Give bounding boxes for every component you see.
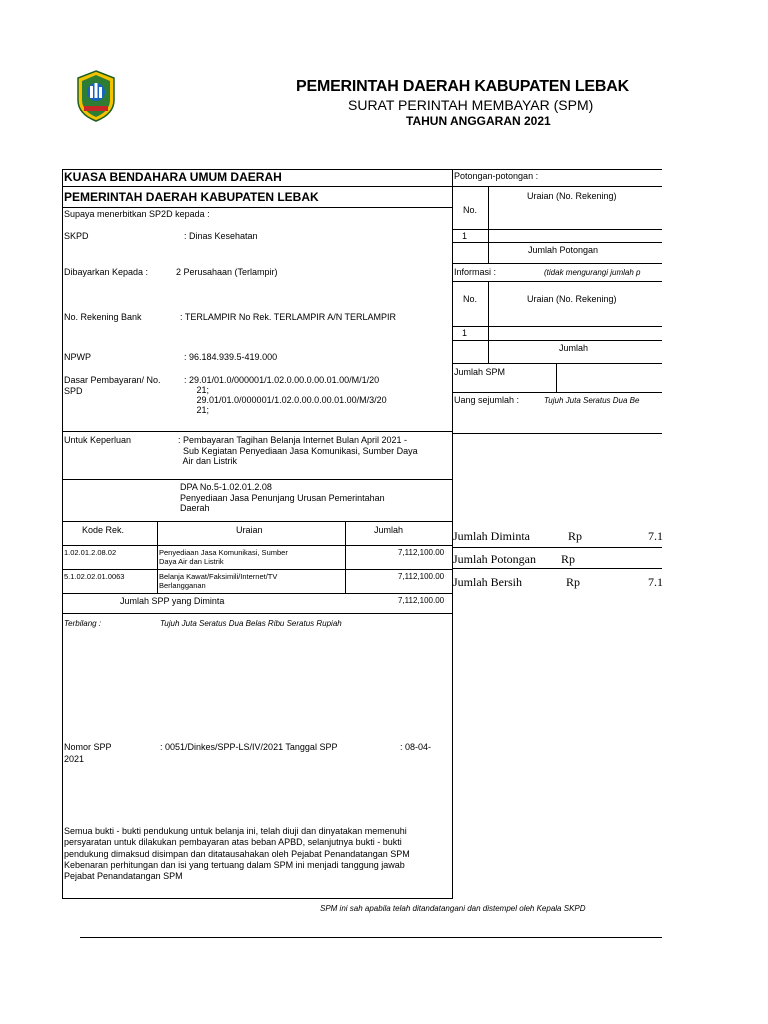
- dasar-values: : 29.01/01.0/000001/1.02.0.00.0.00.01.00/M/1/20 21; 29.01/01.0/000001/1.02.0.00.0.00.01.00/M/3/20 21;: [184, 375, 387, 415]
- keperluan-label: Untuk Keperluan: [64, 435, 132, 445]
- dibayarkan-value: 2 Perusahaan (Terlampir): [176, 267, 278, 277]
- informasi-row-1: 1: [462, 328, 468, 338]
- informasi-uraian-header: Uraian (No. Rekening): [527, 294, 617, 304]
- supaya-label: Supaya menerbitkan SP2D kepada :: [64, 209, 210, 219]
- government-heading: PEMERINTAH DAERAH KABUPATEN LEBAK: [296, 78, 629, 95]
- npwp-label: NPWP: [64, 352, 91, 362]
- jumlah-bersih-value: 7.1: [648, 575, 663, 589]
- document-title: SURAT PERINTAH MEMBAYAR (SPM): [348, 97, 594, 113]
- bottom-left-border: [62, 898, 452, 899]
- fiscal-year: TAHUN ANGGARAN 2021: [406, 114, 551, 128]
- potongan-label: Potongan-potongan :: [454, 171, 539, 181]
- informasi-no-header: No.: [463, 294, 478, 304]
- table-row-1-kode: 1.02.01.2.08.02: [64, 548, 117, 557]
- dasar-label: Dasar Pembayaran/ No. SPD: [64, 375, 161, 396]
- jumlah-potongan-label: Jumlah Potongan: [528, 245, 599, 255]
- potongan-uraian-header: Uraian (No. Rekening): [527, 191, 617, 201]
- uang-sejumlah-label: Uang sejumlah :: [454, 395, 520, 405]
- table-row-2-uraian: Belanja Kawat/Faksimili/Internet/TV Berlangganan: [159, 572, 278, 590]
- terbilang-value: Tujuh Juta Seratus Dua Belas Ribu Seratus Rupiah: [160, 619, 342, 628]
- npwp-value: : 96.184.939.5-419.000: [184, 352, 278, 362]
- rekening-value: : TERLAMPIR No Rek. TERLAMPIR A/N TERLAMPIR: [180, 312, 397, 322]
- nomor-spp-value: : 0051/Dinkes/SPP-LS/IV/2021 Tanggal SPP: [160, 742, 338, 752]
- total-spp-value: 7,112,100.00: [398, 596, 445, 605]
- terbilang-label: Terbilang :: [64, 619, 102, 628]
- nomor-spp-year: 2021: [64, 754, 85, 764]
- informasi-note: (tidak mengurangi jumlah p: [544, 268, 641, 277]
- jumlah-diminta-rp: Rp: [568, 529, 583, 543]
- left-border: [62, 169, 63, 899]
- jumlah-potongan-summary-rp: Rp: [561, 552, 576, 566]
- potongan-no-header: No.: [463, 205, 478, 215]
- lebak-regency-seal-icon: [76, 70, 116, 122]
- col-uraian: Uraian: [236, 525, 263, 535]
- keperluan-values: : Pembayaran Tagihan Belanja Internet Bulan April 2021 - Sub Kegiatan Penyediaan Jasa Komunikasi, Sumber Daya Air dan Listrik: [178, 435, 418, 466]
- col-jumlah: Jumlah: [374, 525, 404, 535]
- jumlah-potongan-summary-label: Jumlah Potongan: [453, 552, 536, 566]
- pemda-heading: PEMERINTAH DAERAH KABUPATEN LEBAK: [64, 190, 319, 204]
- table-row-1-jumlah: 7,112,100.00: [398, 548, 445, 557]
- table-row-2-jumlah: 7,112,100.00: [398, 572, 445, 581]
- rekening-label: No. Rekening Bank: [64, 312, 142, 322]
- nomor-spp-date: : 08-04-: [400, 742, 432, 752]
- table-row-1-uraian: Penyediaan Jasa Komunikasi, Sumber Daya Air dan Listrik: [159, 548, 288, 566]
- skpd-value: : Dinas Kesehatan: [184, 231, 258, 241]
- table-row-2-kode: 5.1.02.02.01.0063: [64, 572, 125, 581]
- informasi-label: Informasi :: [454, 267, 497, 277]
- skpd-label: SKPD: [64, 231, 89, 241]
- dpa-block: DPA No.5-1.02.01.2.08 Penyediaan Jasa Penunjang Urusan Pemerintahan Daerah: [180, 482, 385, 513]
- jumlah-spm-label: Jumlah SPM: [454, 367, 506, 377]
- footer-note: SPM ini sah apabila telah ditandatangani dan distempel oleh Kepala SKPD: [320, 904, 586, 913]
- total-spp-label: Jumlah SPP yang Diminta: [120, 596, 225, 606]
- dibayarkan-label: Dibayarkan Kepada :: [64, 267, 149, 277]
- kuasa-heading: KUASA BENDAHARA UMUM DAERAH: [64, 170, 282, 184]
- jumlah-bersih-rp: Rp: [566, 575, 581, 589]
- jumlah-bersih-label: Jumlah Bersih: [453, 575, 522, 589]
- informasi-jumlah-label: Jumlah: [559, 343, 589, 353]
- potongan-row-1: 1: [462, 231, 468, 241]
- footer-rule: [80, 937, 662, 938]
- nomor-spp-label: Nomor SPP: [64, 742, 112, 752]
- col-kode-rek: Kode Rek.: [82, 525, 125, 535]
- statement-block: Semua bukti - bukti pendukung untuk belanja ini, telah diuji dan dinyatakan memenuhi persyaratan untuk dilakukan pembayaran atas beban APBD, selanjutnya bukti - bukti pendukung dimaksud disimpan dan ditatausahakan oleh Pejabat Penandatangan SPM Kebenaran perhitungan dan isi yang tertuang dalam SPM ini menjadi tanggung jawab Pejabat Penandatangan SPM: [64, 826, 410, 882]
- jumlah-diminta-label: Jumlah Diminta: [453, 529, 530, 543]
- jumlah-diminta-value: 7.1: [648, 529, 663, 543]
- uang-sejumlah-value: Tujuh Juta Seratus Dua Be: [544, 396, 640, 405]
